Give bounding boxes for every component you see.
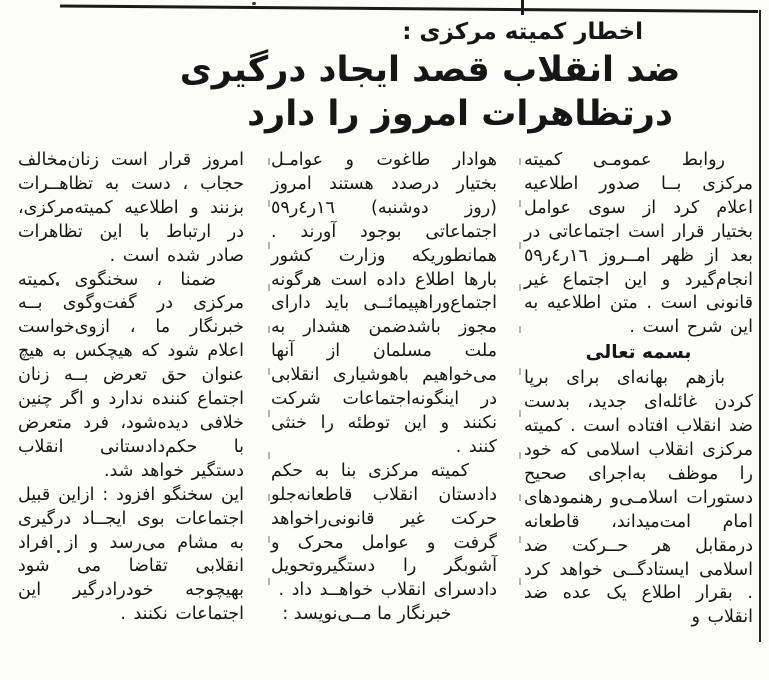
- section-subhead: بسمه تعالی: [585, 342, 692, 364]
- article-paragraph: این سخنگو افزود : ازاین قبیل اجتماعات بوی ایجــاد درگیری به مشام می‌رسد و از افراد انقلابی تقاضا می شود بهیچوجه خودرادرگیر این اجتماعات نکنند .: [18, 484, 244, 625]
- article-paragraph: بازهم بهانه‌ای برای برپا کردن غائله‌ای جدید، بدست ضد انقلاب افتاده است . کمیته مرکزی انقلاب اسلامی که خود را موظف به‌اجرای صحیح دستورات اسلامـی‌و رهنمودهای امام امت‌میداند، قاطعانه درمقابل هر حــرکت ضد اسلامی ایستادگــی خواهد کرد . بقرار اطلاع یک عده ضد انقلاب و: [524, 368, 753, 628]
- article-column-right: [524, 149, 753, 630]
- article-paragraph: هوادار طاغوت و عوامـل بختیار درصدد هستند امروز (روز دوشنبه) ١٦ر٤ر٥٩ اجتماعاتی بوجود آورند . همانطوریکه وزارت کشور بارها اطلاع داده است هرگونه اجتماع‌وراهپیمائــی باید دارای مجوز باشدضمن هشدار به ملت مسلمان از آنها می‌خواهیم باهوشیاری انقلابی در اینگونه‌اجتماعات شرکت نکنند و این توطئه را خنثی کنند .: [271, 150, 497, 457]
- article-kicker: اخطار کمیته مرکزی :: [402, 19, 643, 45]
- article-column-left: [18, 149, 244, 630]
- headline-line-2: درتظاهرات امروز را دارد: [247, 94, 673, 134]
- scan-fold-mark: [521, 0, 524, 15]
- column-border-rule: [759, 10, 761, 642]
- scan-speck: [252, 2, 256, 5]
- article-body: [18, 149, 753, 630]
- article-column-middle: [271, 149, 497, 630]
- article-paragraph: کمیته مرکزی بنا به حکم دادستان انقلاب قاطعانه‌جلو حرکت غیر قانونی‌راخواهد گرفت و عوامل محرک و آشوبگر را دستگیروتحویل دادسرای انقلاب خواهــد داد .: [271, 460, 497, 601]
- masthead-top-rule: [60, 5, 758, 13]
- article-paragraph: امروز قرار است زنان‌مخالف حجاب ، دست به تظاهــرات بزنند و اطلاعیه کمیته‌مرکزی، در ارتباط با این تظاهرات صادر شده است .: [18, 150, 244, 266]
- article-headline: [110, 48, 750, 136]
- headline-line-1: ضد انقلاب قصد ایجاد درگیری: [179, 50, 681, 90]
- article-paragraph: روابط عمومـی کمیته مرکزی بــا صدور اطلاعیه اعلام کرد از سوی عوامل بختیار قرار است اجتماعاتی در بعد از ظهر امــروز ١٦ر٤ر٥٩ انجام‌گیرد و این اجتماع غیر قانونی است . متن اطلاعیه به این شرح است .: [524, 150, 753, 338]
- article-paragraph: ضمنا ، سخنگوی کمیته مرکزی در گفت‌وگوی بــه خبرنگار ما ، ازوی‌خواست اعلام شود که هیچکس به هیچ عنوان حق تعرض بــه زنان اجتماع کننده ندارد و اگر چنین خلافی دیده‌شود، فرد متعرض با حکم‌دادستانی انقلاب دستگیر خواهد شد.: [18, 269, 244, 481]
- reporter-note: خبرنگار ما مــی‌نویسد :: [282, 604, 452, 625]
